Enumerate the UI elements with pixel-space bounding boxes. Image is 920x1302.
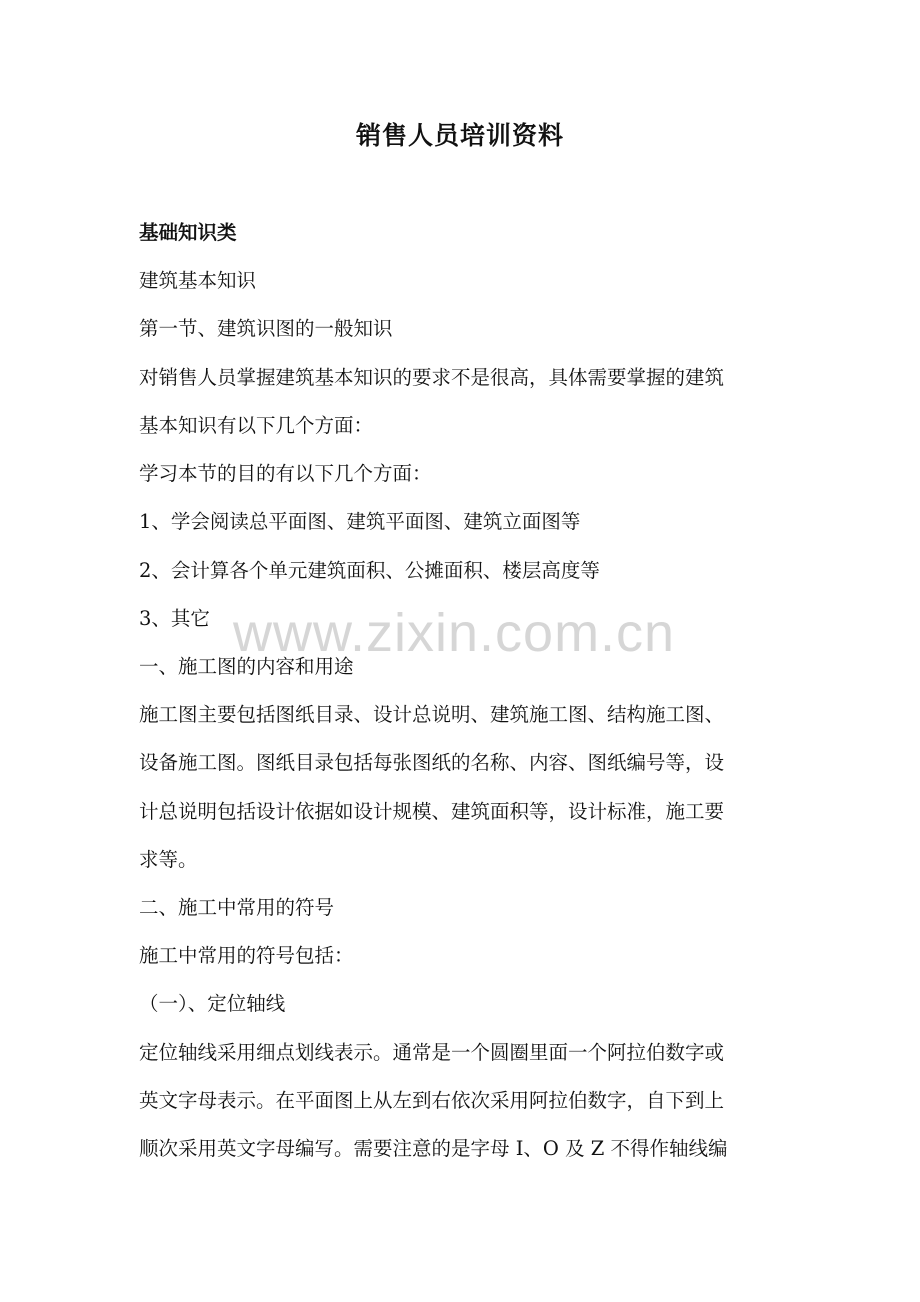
paragraph-line: 基本知识有以下几个方面： <box>139 414 374 437</box>
paragraph-line: 计总说明包括设计依据如设计规模、建筑面积等，设计标准，施工要 <box>139 800 725 823</box>
chapter-heading: 第一节、建筑识图的一般知识 <box>139 317 393 340</box>
paragraph-line: 定位轴线采用细点划线表示。通常是一个圆圈里面一个阿拉伯数字或 <box>139 1041 725 1064</box>
subsection-heading: 二、施工中常用的符号 <box>139 896 335 919</box>
paragraph-line: 施工中常用的符号包括： <box>139 944 354 967</box>
paragraph-line: 学习本节的目的有以下几个方面： <box>139 462 432 485</box>
list-item: 3、其它 <box>139 607 210 630</box>
subsection-heading: 一、施工图的内容和用途 <box>139 655 354 678</box>
subsection-heading: 建筑基本知识 <box>139 269 257 292</box>
paragraph-line: 施工图主要包括图纸目录、设计总说明、建筑施工图、结构施工图、 <box>139 703 725 726</box>
paragraph-line: 英文字母表示。在平面图上从左到右依次采用阿拉伯数字，自下到上 <box>139 1089 725 1112</box>
paragraph-line: 求等。 <box>139 848 198 871</box>
subsection-heading: （一）、定位轴线 <box>139 992 286 1015</box>
paragraph-line: 顺次采用英文字母编写。需要注意的是字母 I、O 及 Z 不得作轴线编 <box>139 1137 728 1160</box>
list-item: 1、学会阅读总平面图、建筑平面图、建筑立面图等 <box>139 510 581 533</box>
list-item: 2、会计算各个单元建筑面积、公摊面积、楼层高度等 <box>139 559 600 582</box>
watermark: www.zixin.com.cn <box>233 603 676 663</box>
paragraph-line: 对销售人员掌握建筑基本知识的要求不是很高，具体需要掌握的建筑 <box>139 366 725 389</box>
paragraph-line: 设备施工图。图纸目录包括每张图纸的名称、内容、图纸编号等，设 <box>139 751 725 774</box>
section-heading: 基础知识类 <box>139 221 237 244</box>
document-title: 销售人员培训资料 <box>355 121 564 150</box>
